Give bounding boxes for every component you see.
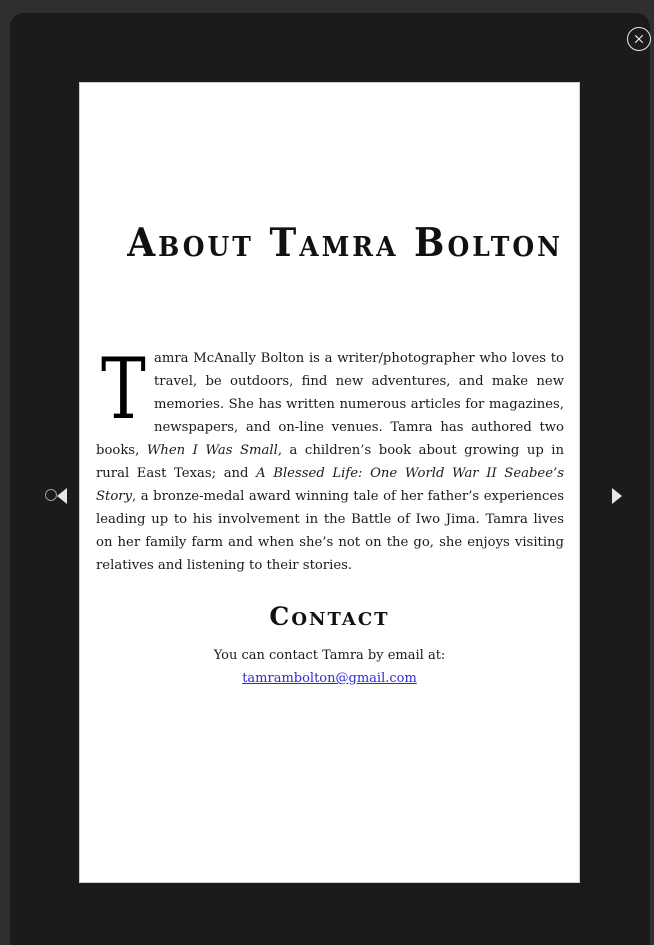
close-button[interactable]	[627, 27, 651, 51]
bio-text-3: , a bronze-medal award winning tale of her father’s experiences leading up to his involvement in the Battle of Iwo Jima. Tamra lives on her family farm and when she’s not on the go, she enjoys visiting relatives and listening to their stories.	[96, 489, 564, 573]
triangle-right-icon	[611, 487, 623, 505]
contact-text: You can contact Tamra by email at:	[213, 648, 446, 663]
contact-heading: Contact	[269, 602, 390, 631]
triangle-left-icon	[56, 487, 68, 505]
bio-text-2: , a children’s book about growing up in rural East Texas; and	[96, 443, 565, 481]
contact-email-link[interactable]: tamrambolton@gmail.com	[242, 671, 417, 686]
book-page	[79, 82, 580, 883]
book-title-2: A Blessed Life: One World War II Seabee’s Story	[96, 466, 564, 504]
bio-paragraph	[96, 340, 565, 577]
bio-text-1: amra McAnally Bolton is a writer/photographer who loves to travel, be outdoors, find new adventures, and make new memories. She has written numerous articles for magazines, newspapers, and on-line venues. Tamra has authored two books,	[96, 351, 564, 458]
close-icon	[634, 33, 644, 45]
previous-page-button[interactable]	[50, 483, 74, 509]
drop-cap: T	[101, 340, 146, 438]
page-title: About Tamra Bolton	[127, 219, 563, 267]
book-title-1: When I Was Small	[146, 443, 278, 458]
next-page-button[interactable]	[605, 483, 629, 509]
contact-email-wrapper	[80, 669, 579, 689]
